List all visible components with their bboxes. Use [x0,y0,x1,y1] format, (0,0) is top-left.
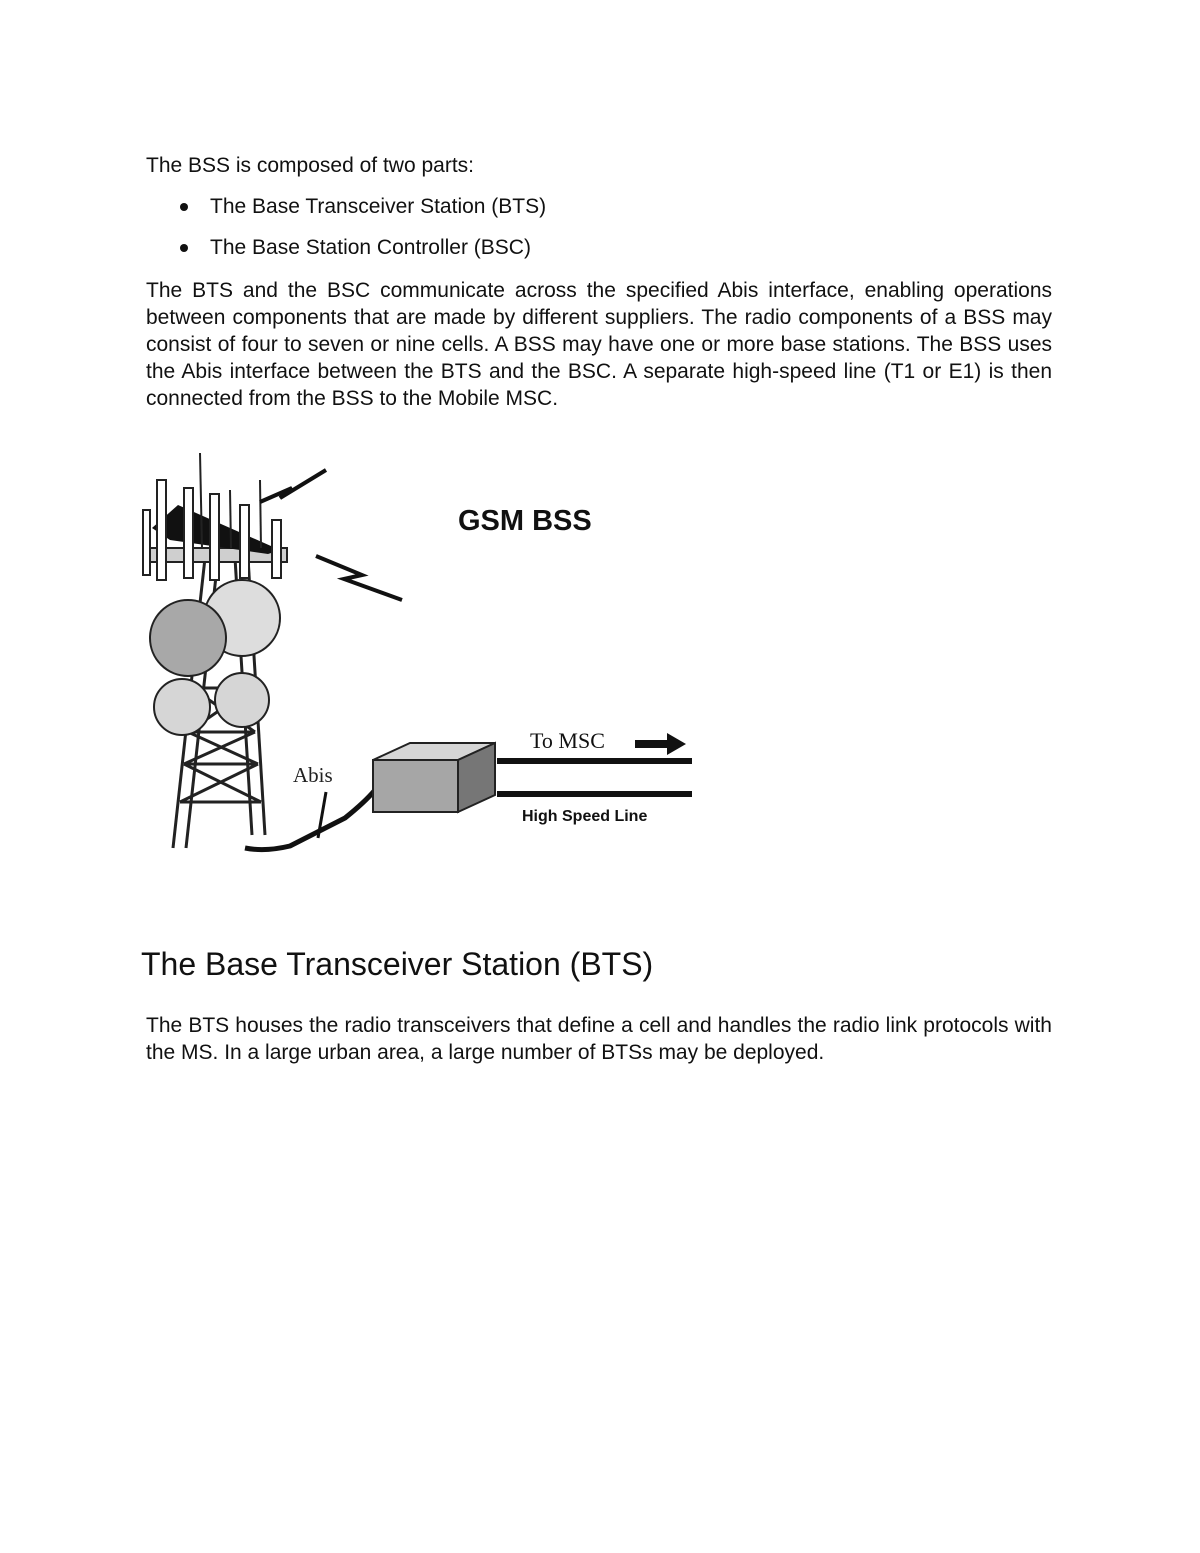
arrow-right-icon [635,733,686,755]
high-speed-line [497,761,692,794]
intro-text: The BSS is composed of two parts: [146,154,474,177]
bullet-item-label: The Base Transceiver Station (BTS) [210,195,547,218]
to-msc-label: To MSC [530,728,605,753]
bullet-icon [180,203,188,211]
paragraph-bts: The BTS houses the radio transceivers that define a cell and handles the radio link protocols with the MS. In a large urban area, a large number of BTSs may be deployed. [146,1014,1052,1064]
section-heading: The Base Transceiver Station (BTS) [141,946,654,982]
bullet-list [146,193,1052,275]
bsc-box [373,743,495,812]
bullet-item-bts [146,193,1052,234]
antenna-array [143,453,287,580]
paragraph-abis-interface: The BTS and the BSC communicate across the specified Abis interface, enabling operations between components that are made by different suppliers. The radio components of a BSS may consist of four to seven or nine cells. A BSS may have one or more base stations. The BSS uses the Abis interface between the BTS and the BSC. A separate high-speed line (T1 or E1) is then connected from the BSS to the Mobile MSC. [146,279,1052,410]
abis-label: Abis [293,763,333,787]
diagram-title: GSM BSS [458,505,592,537]
bullet-icon [180,244,188,252]
bullet-item-label: The Base Station Controller (BSC) [210,236,531,259]
high-speed-line-label: High Speed Line [522,808,648,825]
gsm-bss-diagram [140,450,710,860]
bullet-item-bsc [146,234,1052,275]
